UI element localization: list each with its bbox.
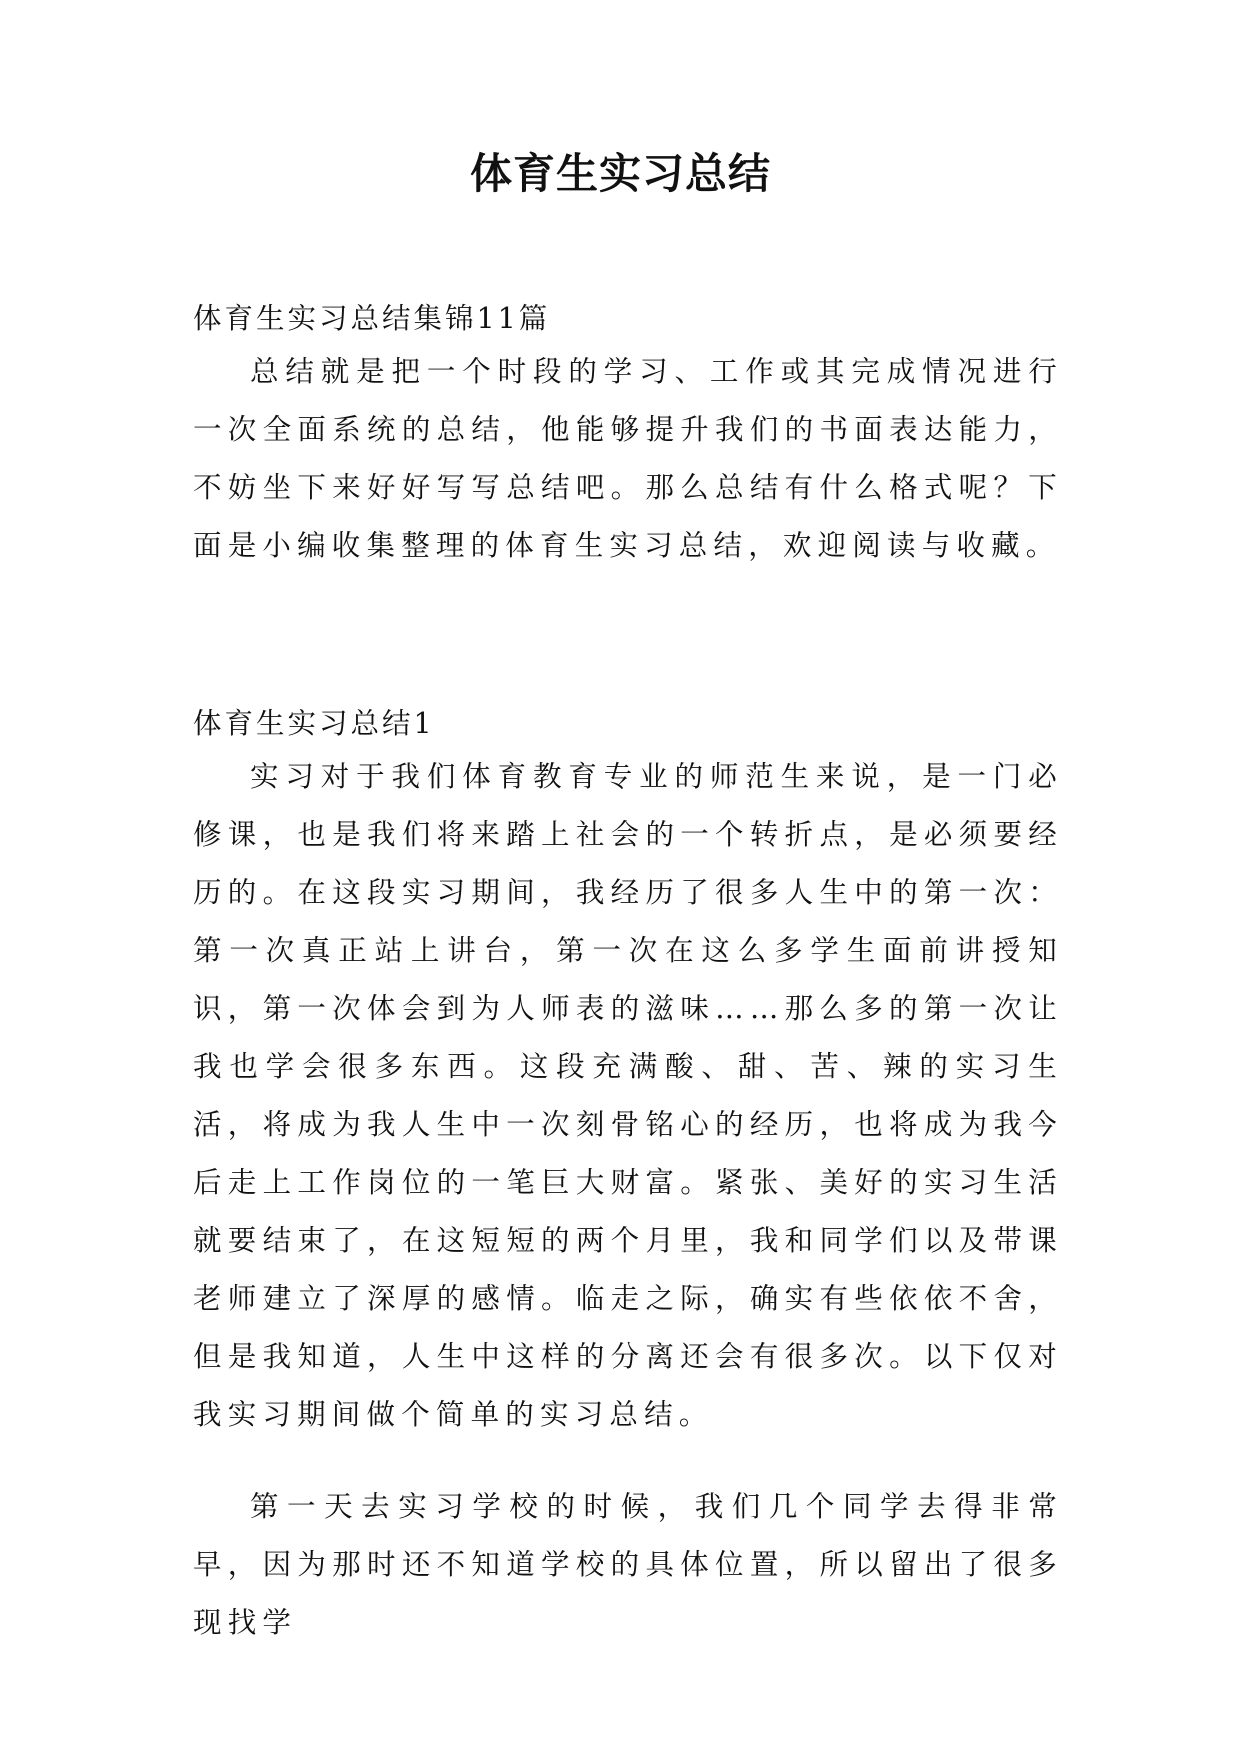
body-paragraph: 实习对于我们体育教育专业的师范生来说，是一门必修课，也是我们将来踏上社会的一个转折点，是必须要经历的。在这段实习期间，我经历了很多人生中的第一次：第一次真正站上讲台，第一次在这么多学生面前讲授知识，第一次体会到为人师表的滋味……那么多的第一次让我也学会很多东西。这段充满酸、甜、苦、辣的实习生活，将成为我人生中一次刻骨铭心的经历，也将成为我今后走上工作岗位的一笔巨大财富。紧张、美好的实习生活就要结束了，在这短短的两个月里，我和同学们以及带课老师建立了深厚的感情。临走之际，确实有些依依不舍，但是我知道，人生中这样的分离还会有很多次。以下仅对我实习期间做个简单的实习总结。 xyxy=(193,760,1063,1431)
section-heading: 体育生实习总结1 xyxy=(193,707,435,740)
document-title: 体育生实习总结 xyxy=(469,149,771,198)
document-subtitle: 体育生实习总结集锦11篇 xyxy=(193,302,551,335)
intro-paragraph: 总结就是把一个时段的学习、工作或其完成情况进行一次全面系统的总结，他能够提升我们的书面表达能力，不妨坐下来好好写写总结吧。那么总结有什么格式呢？下面是小编收集整理的体育生实习总结，欢迎阅读与收藏。 xyxy=(193,355,1063,562)
body-paragraph: 第一天去实习学校的时候，我们几个同学去得非常早，因为那时还不知道学校的具体位置，所以留出了很多现找学 xyxy=(193,1490,1063,1639)
